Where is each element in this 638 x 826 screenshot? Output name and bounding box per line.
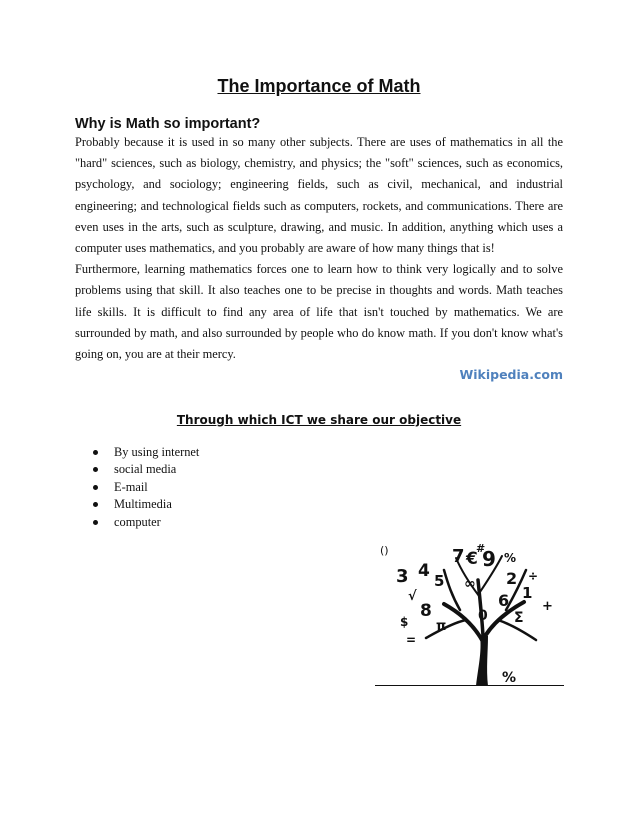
list-item: [93, 496, 199, 513]
tree-glyph: 4: [418, 561, 430, 581]
tree-glyph: π: [436, 619, 447, 634]
tree-glyph: 3: [396, 566, 409, 587]
bullet-icon: [93, 450, 98, 455]
list-item: [93, 444, 199, 461]
section-heading: Why is Math so important?: [75, 116, 261, 132]
list-item: [93, 479, 199, 496]
math-tree-image: [378, 540, 568, 688]
tree-glyph: Σ: [514, 610, 524, 626]
list-item-label: E-mail: [114, 479, 148, 494]
page-title: The Importance of Math: [217, 76, 421, 96]
list-item: [93, 461, 199, 478]
tree-glyph: ÷: [528, 569, 539, 583]
source-link[interactable]: Wikipedia.com: [459, 367, 563, 382]
tree-glyph: 7: [452, 546, 465, 567]
tree-glyph: ∞: [464, 576, 476, 592]
list-item-label: social media: [114, 462, 177, 477]
tree-glyph: €: [466, 549, 478, 569]
list-item: [93, 514, 199, 531]
list-item-label: Multimedia: [114, 497, 172, 512]
math-tree-illustration: [378, 540, 568, 688]
ict-subheading: Through which ICT we share our objective: [176, 413, 462, 427]
tree-glyph: =: [406, 633, 417, 647]
tree-glyph: (): [380, 544, 389, 557]
tree-glyph: $: [400, 615, 409, 629]
tree-glyph: 5: [434, 572, 445, 590]
tree-glyph: 8: [420, 601, 432, 621]
tree-glyph: %: [504, 551, 517, 565]
ict-list: [93, 444, 199, 531]
tree-glyph: 2: [506, 569, 518, 588]
tree-glyph: 6: [498, 591, 510, 610]
list-item-label: computer: [114, 514, 161, 529]
tree-glyph: 9: [482, 547, 496, 571]
figure-underline: [375, 685, 564, 686]
bullet-icon: [93, 502, 98, 507]
bullet-icon: [93, 485, 98, 490]
paragraph: Furthermore, learning mathematics forces one to learn how to think very logically and to solve problems using that skill. It also teaches one to be precise in thoughts and words. Math teaches life skills. It is difficult to find any area of life that isn't touched by mathematics. We are surrounded by math, and also surrounded by people who do know math. If you don't know what's going on, you are at their mercy.: [75, 262, 563, 362]
bullet-icon: [93, 520, 98, 525]
tree-glyph: +: [542, 599, 553, 614]
tree-glyph: %: [502, 670, 517, 686]
tree-glyph: 1: [522, 584, 533, 602]
tree-glyph: √: [408, 589, 417, 604]
tree-glyph: #: [476, 542, 486, 555]
tree-glyph: 0: [478, 608, 488, 624]
paragraph: Probably because it is used in so many other subjects. There are uses of mathematics in all the "hard" sciences, such as biology, chemistry, and physics; the "soft" sciences, such as economics, psychology, and sociology; engineering fields, such as civil, mechanical, and industrial engineering; and technological fields such as computers, rockets, and communications. There are even uses in the arts, such as sculpture, drawing, and music. In addition, anything which uses a computer uses mathematics, and you probably are aware of how many things that is!: [75, 135, 563, 256]
body-text: [75, 132, 563, 365]
bullet-icon: [93, 467, 98, 472]
list-item-label: By using internet: [114, 445, 200, 459]
